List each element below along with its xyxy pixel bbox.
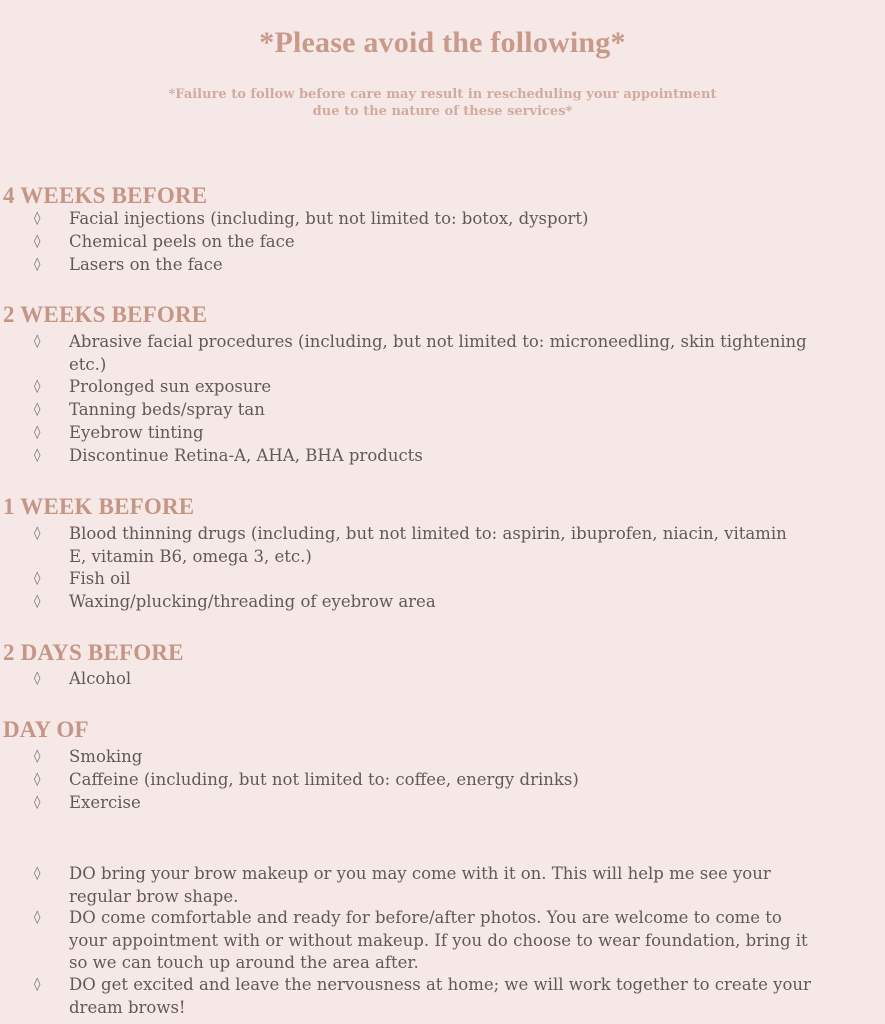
diamond-bullet-icon: ◊ (34, 211, 41, 226)
list-item-text: Fish oil (69, 569, 131, 588)
section-heading-2-days: 2 DAYS BEFORE (3, 640, 184, 665)
diamond-bullet-icon: ◊ (34, 671, 41, 686)
diamond-bullet-icon: ◊ (34, 571, 41, 586)
diamond-bullet-icon: ◊ (34, 257, 41, 272)
list-item-text: Discontinue Retina-A, AHA, BHA products (69, 446, 423, 465)
diamond-bullet-icon: ◊ (34, 749, 41, 764)
do-item-text: DO get excited and leave the nervousness at home; we will work together to create your dream brows! (69, 975, 811, 1017)
list-item-text: Caffeine (including, but not limited to: coffee, energy drinks) (69, 770, 579, 789)
section-heading-1-week: 1 WEEK BEFORE (3, 494, 195, 519)
list-item-text: Abrasive facial procedures (including, but not limited to: microneedling, skin tightening etc.) (69, 332, 807, 374)
diamond-bullet-icon: ◊ (34, 977, 41, 992)
diamond-bullet-icon: ◊ (34, 334, 41, 349)
diamond-bullet-icon: ◊ (34, 795, 41, 810)
page-title: *Please avoid the following* (259, 26, 626, 59)
subtitle-note (0, 86, 885, 120)
do-item-text: DO come comfortable and ready for before/after photos. You are welcome to come to your appointment with or without makeup. If you do choose to wear foundation, bring it so we can touch up around the area after. (69, 908, 808, 972)
list-item-text: Alcohol (69, 669, 132, 688)
section-heading-day-of: DAY OF (3, 717, 89, 742)
list-item-text: Smoking (69, 747, 143, 766)
diamond-bullet-icon: ◊ (34, 910, 41, 925)
subtitle-line-2: due to the nature of these services* (312, 104, 573, 119)
list-item-text: Eyebrow tinting (69, 423, 204, 442)
list-item-text: Tanning beds/spray tan (69, 400, 265, 419)
list-item-text: Lasers on the face (69, 255, 223, 274)
diamond-bullet-icon: ◊ (34, 526, 41, 541)
diamond-bullet-icon: ◊ (34, 234, 41, 249)
diamond-bullet-icon: ◊ (34, 425, 41, 440)
do-item-text: DO bring your brow makeup or you may come with it on. This will help me see your regular brow shape. (69, 864, 771, 906)
diamond-bullet-icon: ◊ (34, 402, 41, 417)
list-item-text: Waxing/plucking/threading of eyebrow area (69, 592, 436, 611)
list-item-text: Prolonged sun exposure (69, 377, 272, 396)
diamond-bullet-icon: ◊ (34, 866, 41, 881)
section-heading-4-weeks: 4 WEEKS BEFORE (3, 183, 208, 208)
list-item-text: Exercise (69, 793, 141, 812)
diamond-bullet-icon: ◊ (34, 594, 41, 609)
diamond-bullet-icon: ◊ (34, 448, 41, 463)
list-item-text: Chemical peels on the face (69, 232, 295, 251)
list-item-text: Facial injections (including, but not limited to: botox, dysport) (69, 209, 589, 228)
diamond-bullet-icon: ◊ (34, 772, 41, 787)
subtitle-line-1: *Failure to follow before care may result in rescheduling your appointment (168, 87, 717, 102)
diamond-bullet-icon: ◊ (34, 379, 41, 394)
list-item-text: Blood thinning drugs (including, but not limited to: aspirin, ibuprofen, niacin, vitamin E, vitamin B6, omega 3, etc.) (69, 524, 787, 566)
section-heading-2-weeks: 2 WEEKS BEFORE (3, 302, 208, 327)
